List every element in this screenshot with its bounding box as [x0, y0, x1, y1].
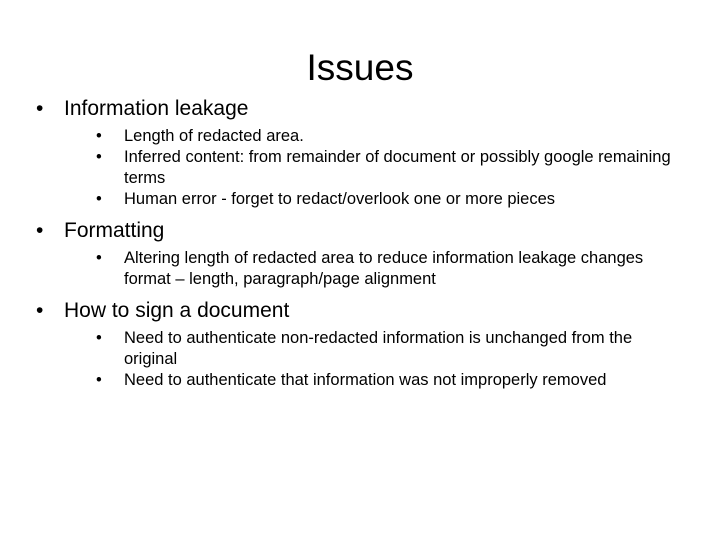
section-heading: Information leakage: [64, 97, 249, 120]
sub-bullet-list: [64, 248, 686, 290]
list-item-text: Inferred content: from remainder of document or possibly google remaining terms: [124, 148, 671, 187]
slide-title: Issues: [306, 47, 414, 88]
bullet-icon: •: [96, 190, 102, 208]
list-item: [96, 370, 686, 391]
list-item-text: Length of redacted area.: [124, 127, 304, 145]
bullet-icon: •: [36, 97, 44, 120]
list-item-text: Altering length of redacted area to reduce information leakage changes format – length, paragraph/page alignment: [124, 249, 644, 288]
section-formatting: [36, 218, 686, 290]
bullet-icon: •: [96, 148, 102, 166]
list-item: [96, 126, 686, 147]
sub-bullet-list: [64, 126, 686, 210]
sub-bullet-list: [64, 328, 686, 391]
section-heading: How to sign a document: [64, 299, 290, 322]
bullet-icon: •: [96, 127, 102, 145]
list-item: [96, 328, 686, 370]
section-how-to-sign: [36, 298, 686, 391]
section-information-leakage: [36, 96, 686, 210]
list-item-text: Need to authenticate non-redacted information is unchanged from the original: [124, 329, 633, 368]
list-item: [96, 248, 686, 290]
bullet-icon: •: [36, 299, 44, 322]
list-item: [96, 147, 686, 189]
list-item: [96, 189, 686, 210]
bullet-icon: •: [36, 219, 44, 242]
bullet-icon: •: [96, 371, 102, 389]
list-item-text: Human error - forget to redact/overlook one or more pieces: [124, 190, 556, 208]
bullet-icon: •: [96, 329, 102, 347]
list-item-text: Need to authenticate that information was not improperly removed: [124, 371, 607, 389]
bullet-list: [36, 96, 686, 399]
section-heading: Formatting: [64, 219, 165, 242]
bullet-icon: •: [96, 249, 102, 267]
